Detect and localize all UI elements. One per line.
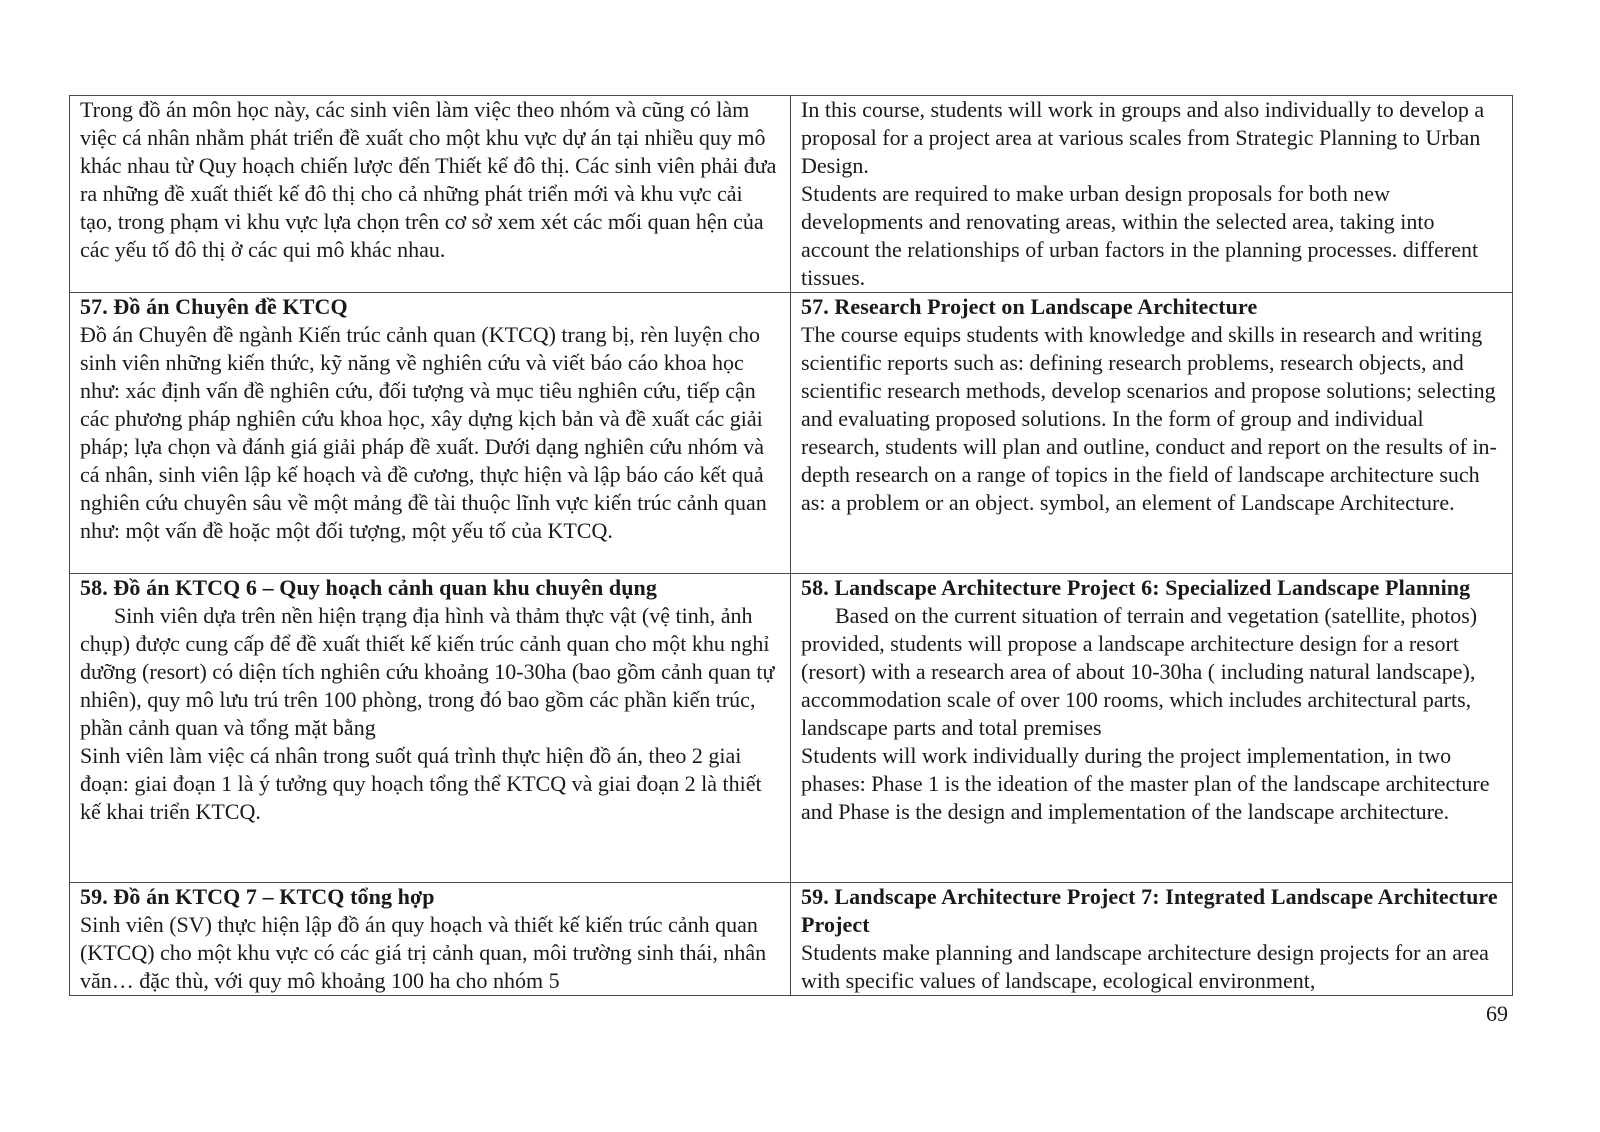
english-cell — [791, 293, 1513, 574]
vietnamese-cell — [70, 96, 791, 293]
english-paragraph: In this course, students will work in groups and also individually to develop a proposal for a project area at various scales from Strategic Planning to Urban Design. — [801, 97, 1485, 178]
bilingual-course-table — [69, 95, 1513, 996]
page-number: 69 — [1486, 1001, 1508, 1026]
english-paragraph: Students will work individually during the project implementation, in two phases: Phase 1 is the ideation of the master plan of the landscape architecture and Phase is the design and implementation of the landscape architecture. — [801, 743, 1490, 824]
table-row — [70, 96, 1513, 293]
vietnamese-paragraph: Trong đồ án môn học này, các sinh viên làm việc theo nhóm và cũng có làm việc cá nhân nhằm phát triển đề xuất cho một khu vực dự án tại nhiều quy mô khác nhau từ Quy hoạch chiến lược đến Thiết kế đô thị. Các sinh viên phải đưa ra những đề xuất thiết kế đô thị cho cả những phát triển mới và khu vực cải tạo, trong phạm vi khu vực lựa chọn trên cơ sở xem xét các mối quan hện của các yếu tố đô thị ở các qui mô khác nhau. — [80, 97, 777, 262]
vietnamese-cell — [70, 883, 791, 996]
vietnamese-cell — [70, 293, 791, 574]
english-course-heading: 57. Research Project on Landscape Architecture — [801, 294, 1258, 319]
english-paragraph: The course equips students with knowledge and skills in research and writing scientific reports such as: defining research problems, research objects, and scientific research methods, develop scenarios and propose solutions; selecting and evaluating proposed solutions. In the form of group and individual research, students will plan and outline, conduct and report on the results of in-depth research on a range of topics in the field of landscape architecture such as: a problem or an object. symbol, an element of Landscape Architecture. — [801, 322, 1497, 515]
english-course-heading: 58. Landscape Architecture Project 6: Specialized Landscape Planning — [801, 575, 1471, 600]
vietnamese-cell — [70, 574, 791, 883]
table-row — [70, 883, 1513, 996]
vietnamese-course-heading: 59. Đồ án KTCQ 7 – KTCQ tổng hợp — [80, 884, 435, 909]
vietnamese-paragraph: Sinh viên làm việc cá nhân trong suốt quá trình thực hiện đồ án, theo 2 giai đoạn: giai đoạn 1 là ý tưởng quy hoạch tổng thể KTCQ và giai đoạn 2 là thiết kế khai triển KTCQ. — [80, 743, 762, 824]
table-row — [70, 293, 1513, 574]
vietnamese-course-heading: 57. Đồ án Chuyên đề KTCQ — [80, 294, 348, 319]
english-paragraph: Students are required to make urban design proposals for both new developments and renovating areas, within the selected area, taking into account the relationships of urban factors in the planning processes. different tissues. — [801, 181, 1479, 290]
english-cell — [791, 574, 1513, 883]
table-row — [70, 574, 1513, 883]
vietnamese-paragraph: Sinh viên dựa trên nền hiện trạng địa hình và thảm thực vật (vệ tinh, ảnh chụp) được cung cấp để đề xuất thiết kế kiến trúc cảnh quan cho một khu nghỉ dưỡng (resort) có diện tích nghiên cứu khoảng 10-30ha (bao gồm cảnh quan tự nhiên), quy mô lưu trú trên 100 phòng, trong đó bao gồm các phần kiến trúc, phần cảnh quan và tổng mặt bằng — [80, 603, 775, 740]
vietnamese-paragraph: Sinh viên (SV) thực hiện lập đồ án quy hoạch và thiết kế kiến trúc cảnh quan (KTCQ) cho một khu vực có các giá trị cảnh quan, môi trường sinh thái, nhân văn… đặc thù, với quy mô khoảng 100 ha cho nhóm 5 — [80, 912, 767, 993]
english-cell — [791, 96, 1513, 293]
vietnamese-course-heading: 58. Đồ án KTCQ 6 – Quy hoạch cảnh quan khu chuyên dụng — [80, 575, 657, 600]
vietnamese-paragraph: Đồ án Chuyên đề ngành Kiến trúc cảnh quan (KTCQ) trang bị, rèn luyện cho sinh viên những kiến thức, kỹ năng về nghiên cứu và viết báo cáo khoa học như: xác định vấn đề nghiên cứu, đối tượng và mục tiêu nghiên cứu, tiếp cận các phương pháp nghiên cứu khoa học, xây dựng kịch bản và đề xuất các giải pháp; lựa chọn và đánh giá giải pháp đề xuất. Dưới dạng nghiên cứu nhóm và cá nhân, sinh viên lập kế hoạch và đề cương, thực hiện và lập báo cáo kết quả nghiên cứu chuyên sâu về một mảng đề tài thuộc lĩnh vực kiến trúc cảnh quan như: một vấn đề hoặc một đối tượng, một yếu tố của KTCQ. — [80, 322, 767, 543]
english-cell — [791, 883, 1513, 996]
english-paragraph: Students make planning and landscape architecture design projects for an area with specific values of landscape, ecological environment, — [801, 940, 1489, 993]
english-course-heading: 59. Landscape Architecture Project 7: Integrated Landscape Architecture Project — [801, 884, 1498, 937]
english-paragraph: Based on the current situation of terrain and vegetation (satellite, photos) provided, students will propose a landscape architecture design for a resort (resort) with a research area of about 10-30ha ( including natural landscape), accommodation scale of over 100 rooms, which includes architectural parts, landscape parts and total premises — [801, 603, 1478, 740]
